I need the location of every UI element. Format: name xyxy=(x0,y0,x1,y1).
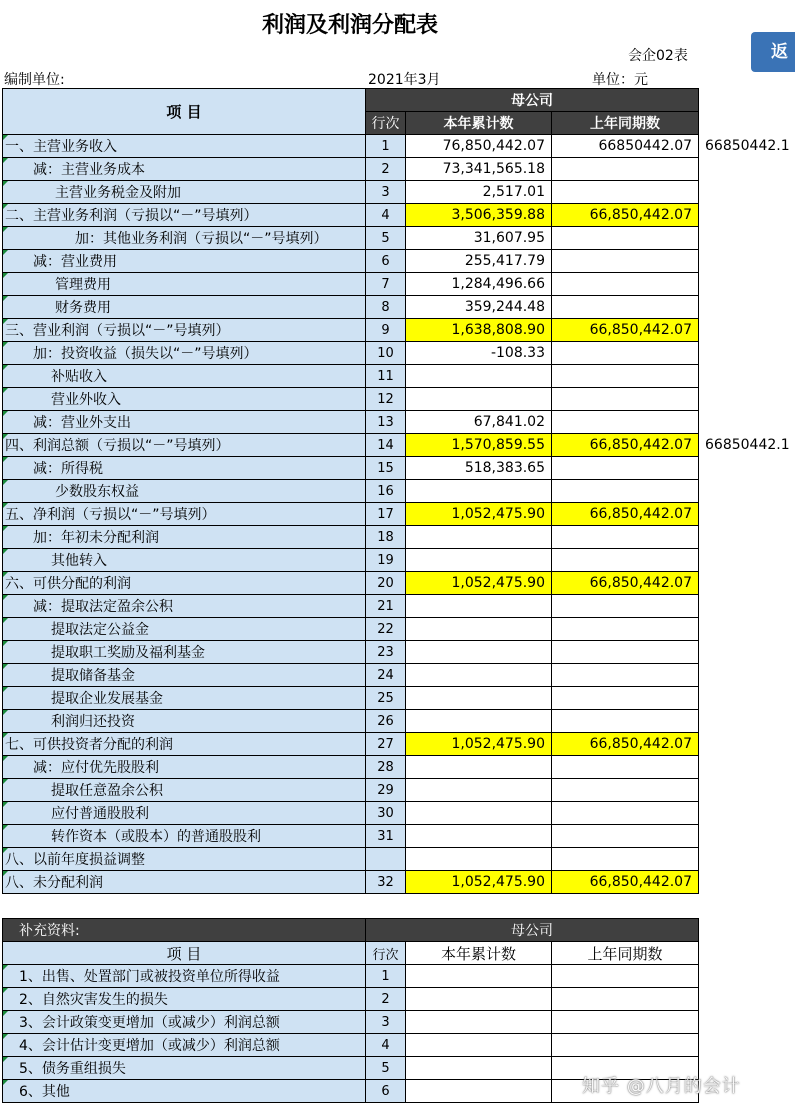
prior-year-amount[interactable] xyxy=(552,158,699,181)
line-item-label: 提取职工奖励及福利基金 xyxy=(3,641,366,664)
line-item-label: 利润归还投资 xyxy=(3,710,366,733)
table-row xyxy=(3,595,699,618)
line-item-label: 转作资本（或股本）的普通股股利 xyxy=(3,825,366,848)
current-year-amount[interactable]: 255,417.79 xyxy=(406,250,552,273)
line-number: 21 xyxy=(366,595,406,618)
line-number: 23 xyxy=(366,641,406,664)
line-item-label: 补贴收入 xyxy=(3,365,366,388)
table-row xyxy=(3,572,699,595)
line-number: 2 xyxy=(366,158,406,181)
current-year-amount[interactable] xyxy=(406,480,552,503)
current-year-amount[interactable] xyxy=(406,641,552,664)
line-number: 27 xyxy=(366,733,406,756)
supplement-prior-amount[interactable] xyxy=(552,988,699,1011)
line-item-label: 营业外收入 xyxy=(3,388,366,411)
table-row xyxy=(3,641,699,664)
supplement-current-header: 本年累计数 xyxy=(406,942,552,965)
table-row xyxy=(3,204,699,227)
table-row xyxy=(3,135,699,158)
line-number: 1 xyxy=(366,135,406,158)
line-number: 11 xyxy=(366,365,406,388)
prior-year-amount[interactable] xyxy=(552,480,699,503)
line-item-label: 一、主营业务收入 xyxy=(3,135,366,158)
prior-year-amount[interactable] xyxy=(552,549,699,572)
line-item-label: 减：提取法定盈余公积 xyxy=(3,595,366,618)
line-number: 4 xyxy=(366,204,406,227)
current-year-amount[interactable]: 76,850,442.07 xyxy=(406,135,552,158)
table-row xyxy=(3,756,699,779)
line-item-label: 加：年初未分配利润 xyxy=(3,526,366,549)
line-item-label: 提取储备基金 xyxy=(3,664,366,687)
table-row xyxy=(3,965,699,988)
table-row xyxy=(3,618,699,641)
table-row xyxy=(3,250,699,273)
table-row xyxy=(3,988,699,1011)
current-year-amount[interactable] xyxy=(406,802,552,825)
line-item-label: 三、营业利润（亏损以“－”号填列） xyxy=(3,319,366,342)
current-year-amount[interactable]: 1,052,475.90 xyxy=(406,871,552,894)
line-item-label: 七、可供投资者分配的利润 xyxy=(3,733,366,756)
table-row xyxy=(3,388,699,411)
supplement-current-amount[interactable] xyxy=(406,1011,552,1034)
prior-year-amount[interactable] xyxy=(552,342,699,365)
current-year-amount[interactable]: 1,284,496.66 xyxy=(406,273,552,296)
currency-unit: 单位：元 xyxy=(592,72,648,88)
prior-year-amount[interactable] xyxy=(552,526,699,549)
line-item-label: 减：所得税 xyxy=(3,457,366,480)
line-item-label: 财务费用 xyxy=(3,296,366,319)
table-row xyxy=(3,457,699,480)
prior-year-amount[interactable] xyxy=(552,250,699,273)
table-row xyxy=(3,1034,699,1057)
current-year-amount[interactable]: 67,841.02 xyxy=(406,411,552,434)
prior-year-amount[interactable]: 66,850,442.07 xyxy=(552,503,699,526)
line-number: 15 xyxy=(366,457,406,480)
line-number: 24 xyxy=(366,664,406,687)
table-row xyxy=(3,342,699,365)
supplement-item-label: 3、会计政策变更增加（或减少）利润总额 xyxy=(3,1011,366,1034)
supplement-item-label: 2、自然灾害发生的损失 xyxy=(3,988,366,1011)
table-row xyxy=(3,181,699,204)
prior-year-amount[interactable] xyxy=(552,411,699,434)
line-number: 29 xyxy=(366,779,406,802)
line-item-label: 减：营业费用 xyxy=(3,250,366,273)
line-number: 6 xyxy=(366,250,406,273)
line-number: 22 xyxy=(366,618,406,641)
supplement-current-amount[interactable] xyxy=(406,1080,552,1103)
line-item-label: 八、以前年度损益调整 xyxy=(3,848,366,871)
line-item-label: 其他转入 xyxy=(3,549,366,572)
line-number: 17 xyxy=(366,503,406,526)
prior-year-amount[interactable] xyxy=(552,595,699,618)
line-number: 31 xyxy=(366,825,406,848)
prior-year-header: 上年同期数 xyxy=(552,112,699,135)
table-row xyxy=(3,434,699,457)
report-period: 2021年3月 xyxy=(368,72,441,88)
prior-year-amount[interactable] xyxy=(552,687,699,710)
prior-year-amount[interactable] xyxy=(552,664,699,687)
supplement-item-label: 4、会计估计变更增加（或减少）利润总额 xyxy=(3,1034,366,1057)
prior-year-amount[interactable] xyxy=(552,296,699,319)
current-year-amount[interactable] xyxy=(406,664,552,687)
supplement-line-number: 6 xyxy=(366,1080,406,1103)
line-number: 20 xyxy=(366,572,406,595)
prior-year-amount[interactable] xyxy=(552,273,699,296)
profit-distribution-table xyxy=(2,88,699,894)
supplement-parent-header: 母公司 xyxy=(366,919,699,942)
prior-year-amount[interactable] xyxy=(552,227,699,250)
line-item-label: 主营业务税金及附加 xyxy=(3,181,366,204)
line-item-label: 管理费用 xyxy=(3,273,366,296)
line-number: 8 xyxy=(366,296,406,319)
line-item-label: 减：营业外支出 xyxy=(3,411,366,434)
current-year-amount[interactable] xyxy=(406,848,552,871)
line-item-label: 提取企业发展基金 xyxy=(3,687,366,710)
prior-year-amount[interactable] xyxy=(552,802,699,825)
parent-company-header: 母公司 xyxy=(366,89,699,112)
current-year-amount[interactable]: 518,383.65 xyxy=(406,457,552,480)
watermark: 知乎 @八月的会计 xyxy=(582,1076,741,1097)
table-row xyxy=(3,664,699,687)
prior-year-amount[interactable]: 66,850,442.07 xyxy=(552,733,699,756)
supplement-line-number: 1 xyxy=(366,965,406,988)
table-row xyxy=(3,710,699,733)
supplement-current-amount[interactable] xyxy=(406,1034,552,1057)
prior-year-amount[interactable]: 66,850,442.07 xyxy=(552,319,699,342)
side-value: 66850442.1 xyxy=(705,138,790,154)
form-number: 会企02表 xyxy=(628,48,688,64)
current-year-header: 本年累计数 xyxy=(406,112,552,135)
line-number: 32 xyxy=(366,871,406,894)
current-year-amount[interactable]: 1,638,808.90 xyxy=(406,319,552,342)
current-year-amount[interactable]: 3,506,359.88 xyxy=(406,204,552,227)
prior-year-amount[interactable] xyxy=(552,779,699,802)
current-year-amount[interactable] xyxy=(406,779,552,802)
current-year-amount[interactable]: -108.33 xyxy=(406,342,552,365)
line-number xyxy=(366,848,406,871)
line-item-label: 少数股东权益 xyxy=(3,480,366,503)
row-no-header: 行次 xyxy=(366,112,406,135)
supplement-line-number: 5 xyxy=(366,1057,406,1080)
table-row xyxy=(3,848,699,871)
line-number: 7 xyxy=(366,273,406,296)
current-year-amount[interactable]: 2,517.01 xyxy=(406,181,552,204)
line-number: 5 xyxy=(366,227,406,250)
line-number: 12 xyxy=(366,388,406,411)
line-item-label: 提取法定公益金 xyxy=(3,618,366,641)
table-row xyxy=(3,825,699,848)
current-year-amount[interactable] xyxy=(406,756,552,779)
table-row xyxy=(3,1011,699,1034)
supplement-current-amount[interactable] xyxy=(406,988,552,1011)
current-year-amount[interactable] xyxy=(406,549,552,572)
prior-year-amount[interactable] xyxy=(552,181,699,204)
line-item-label: 提取任意盈余公积 xyxy=(3,779,366,802)
table-row xyxy=(3,503,699,526)
prior-year-amount[interactable]: 66,850,442.07 xyxy=(552,204,699,227)
table-row xyxy=(3,158,699,181)
prior-year-amount[interactable] xyxy=(552,365,699,388)
prior-year-amount[interactable] xyxy=(552,457,699,480)
current-year-amount[interactable]: 73,341,565.18 xyxy=(406,158,552,181)
supplement-item-label: 6、其他 xyxy=(3,1080,366,1103)
current-year-amount[interactable] xyxy=(406,388,552,411)
supplement-line-number: 3 xyxy=(366,1011,406,1034)
line-item-label: 四、利润总额（亏损以“－”号填列） xyxy=(3,434,366,457)
line-item-label: 五、净利润（亏损以“－”号填列） xyxy=(3,503,366,526)
current-year-amount[interactable] xyxy=(406,526,552,549)
current-year-amount[interactable] xyxy=(406,365,552,388)
line-item-label: 减：主营业务成本 xyxy=(3,158,366,181)
side-value: 66850442.1 xyxy=(705,437,790,453)
line-item-label: 八、未分配利润 xyxy=(3,871,366,894)
line-item-label: 减：应付优先股股利 xyxy=(3,756,366,779)
line-item-label: 二、主营业务利润（亏损以“－”号填列） xyxy=(3,204,366,227)
current-year-amount[interactable]: 1,052,475.90 xyxy=(406,572,552,595)
current-year-amount[interactable]: 1,052,475.90 xyxy=(406,503,552,526)
prior-year-amount[interactable]: 66850442.07 xyxy=(552,135,699,158)
table-row xyxy=(3,480,699,503)
current-year-amount[interactable] xyxy=(406,618,552,641)
table-row xyxy=(3,802,699,825)
table-row xyxy=(3,227,699,250)
table-row xyxy=(3,319,699,342)
line-number: 30 xyxy=(366,802,406,825)
line-number: 14 xyxy=(366,434,406,457)
line-number: 9 xyxy=(366,319,406,342)
prior-year-amount[interactable]: 66,850,442.07 xyxy=(552,572,699,595)
report-title: 利润及利润分配表 xyxy=(261,13,438,38)
current-year-amount[interactable] xyxy=(406,710,552,733)
table-row xyxy=(3,687,699,710)
table-row xyxy=(3,296,699,319)
current-year-amount[interactable]: 359,244.48 xyxy=(406,296,552,319)
current-year-amount[interactable] xyxy=(406,595,552,618)
supplement-item-label: 1、出售、处置部门或被投资单位所得收益 xyxy=(3,965,366,988)
line-number: 18 xyxy=(366,526,406,549)
line-number: 16 xyxy=(366,480,406,503)
supplement-line-number: 2 xyxy=(366,988,406,1011)
prior-year-amount[interactable] xyxy=(552,710,699,733)
current-year-amount[interactable] xyxy=(406,687,552,710)
table-row xyxy=(3,733,699,756)
supplement-title: 补充资料: xyxy=(3,919,366,942)
supplement-item-label: 5、债务重组损失 xyxy=(3,1057,366,1080)
supplement-item-header: 项 目 xyxy=(3,942,366,965)
table-row xyxy=(3,871,699,894)
line-number: 26 xyxy=(366,710,406,733)
current-year-amount[interactable]: 1,052,475.90 xyxy=(406,733,552,756)
table-row xyxy=(3,411,699,434)
table-row xyxy=(3,526,699,549)
prior-year-amount[interactable] xyxy=(552,756,699,779)
line-number: 13 xyxy=(366,411,406,434)
line-item-label: 应付普通股股利 xyxy=(3,802,366,825)
prior-year-amount[interactable] xyxy=(552,848,699,871)
supplement-prior-amount[interactable] xyxy=(552,965,699,988)
supplement-current-amount[interactable] xyxy=(406,965,552,988)
reporting-unit-label: 编制单位: xyxy=(4,72,65,88)
supplement-line-number: 4 xyxy=(366,1034,406,1057)
prior-year-amount[interactable]: 66,850,442.07 xyxy=(552,871,699,894)
table-row xyxy=(3,365,699,388)
line-item-label: 加：投资收益（损失以“－”号填列） xyxy=(3,342,366,365)
prior-year-amount[interactable]: 66,850,442.07 xyxy=(552,434,699,457)
table-row xyxy=(3,273,699,296)
prior-year-amount[interactable] xyxy=(552,618,699,641)
supplement-prior-header: 上年同期数 xyxy=(552,942,699,965)
line-item-label: 加：其他业务利润（亏损以“－”号填列） xyxy=(3,227,366,250)
table-row xyxy=(3,549,699,572)
current-year-amount[interactable]: 1,570,859.55 xyxy=(406,434,552,457)
line-number: 28 xyxy=(366,756,406,779)
line-item-label: 六、可供分配的利润 xyxy=(3,572,366,595)
supplement-prior-amount[interactable] xyxy=(552,1011,699,1034)
current-year-amount[interactable]: 31,607.95 xyxy=(406,227,552,250)
back-button[interactable]: 返 xyxy=(751,32,795,72)
item-column-header: 项 目 xyxy=(3,89,366,135)
current-year-amount[interactable] xyxy=(406,825,552,848)
line-number: 19 xyxy=(366,549,406,572)
table-row xyxy=(3,779,699,802)
supplement-current-amount[interactable] xyxy=(406,1057,552,1080)
supplement-row-no-header: 行次 xyxy=(366,942,406,965)
prior-year-amount[interactable] xyxy=(552,388,699,411)
line-number: 3 xyxy=(366,181,406,204)
supplement-prior-amount[interactable] xyxy=(552,1034,699,1057)
prior-year-amount[interactable] xyxy=(552,825,699,848)
line-number: 10 xyxy=(366,342,406,365)
prior-year-amount[interactable] xyxy=(552,641,699,664)
line-number: 25 xyxy=(366,687,406,710)
